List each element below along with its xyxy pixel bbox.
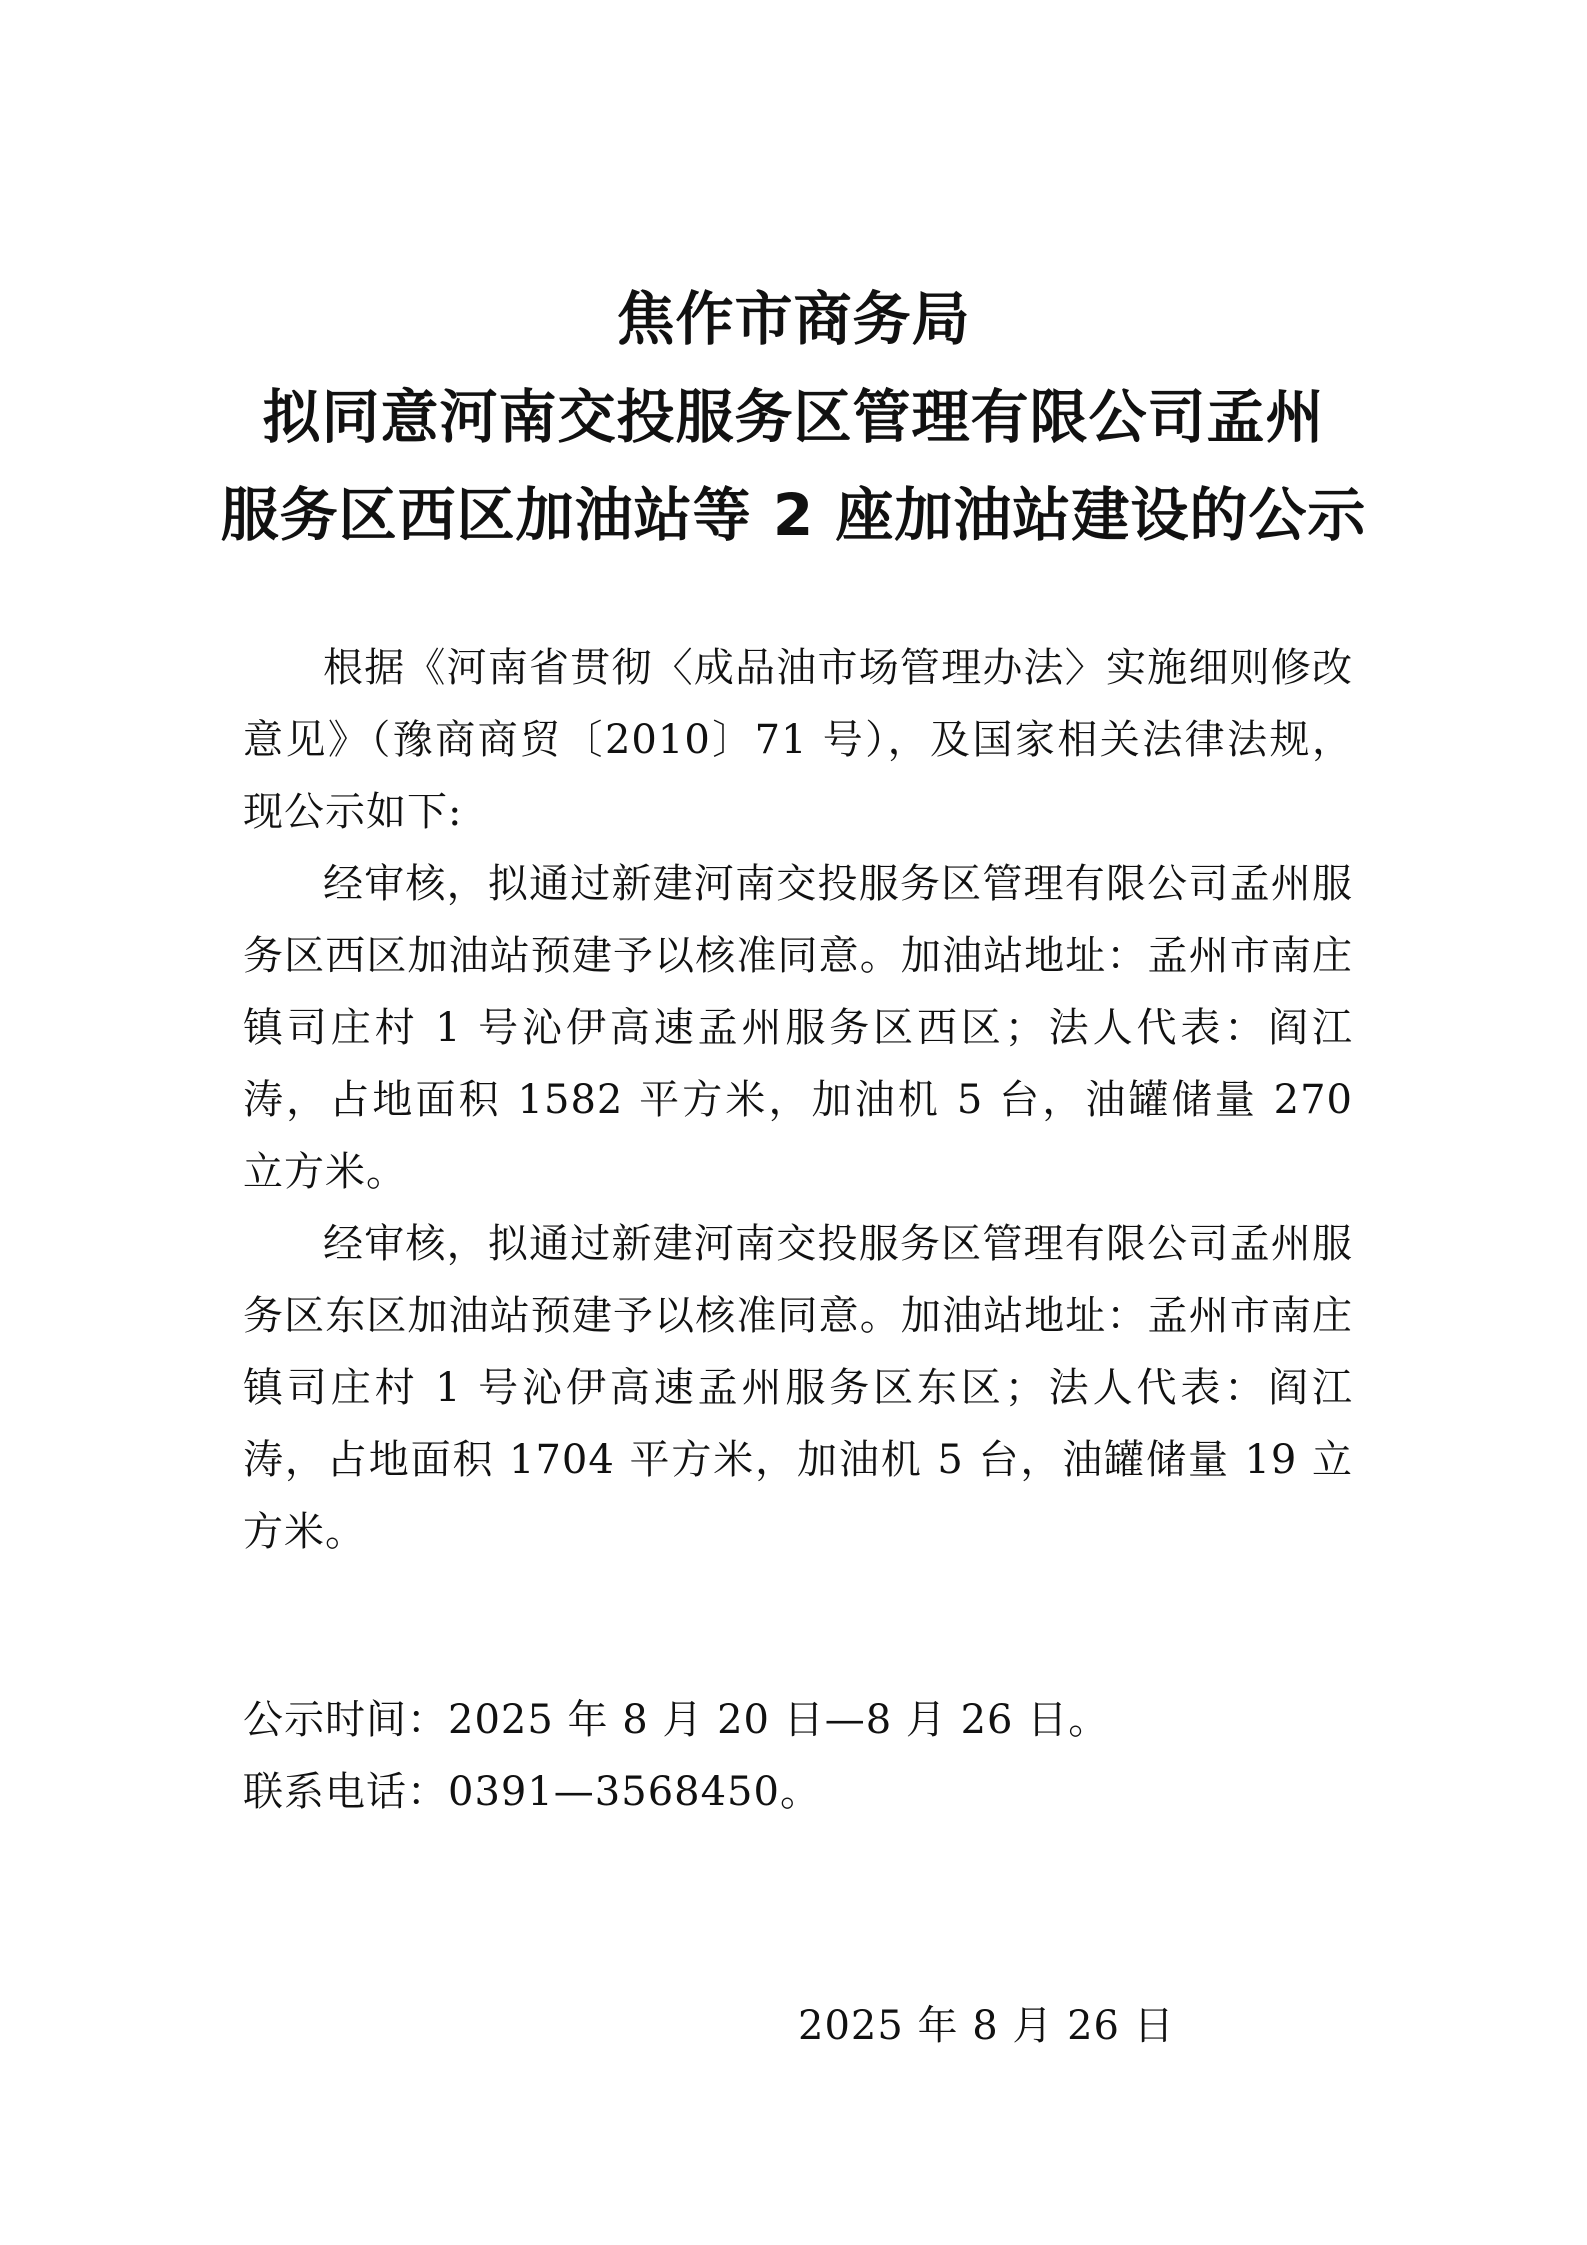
document-body <box>243 632 1353 1568</box>
notice-period: 公示时间：2025 年 8 月 20 日—8 月 26 日。 <box>243 1697 1110 1743</box>
paragraph-east-station: 经审核，拟通过新建河南交投服务区管理有限公司孟州服务区东区加油站预建予以核准同意。加油站地址：孟州市南庄镇司庄村 1 号沁伊高速孟州服务区东区；法人代表：阎江涛，占地面积 1704 平方米，加油机 5 台，油罐储量 19 立方米。 <box>243 1221 1353 1555</box>
paragraph-west-station: 经审核，拟通过新建河南交投服务区管理有限公司孟州服务区西区加油站预建予以核准同意。加油站地址：孟州市南庄镇司庄村 1 号沁伊高速孟州服务区西区；法人代表：阎江涛，占地面积 1582 平方米，加油机 5 台，油罐储量 270 立方米。 <box>243 861 1353 1195</box>
notice-info <box>243 1684 1353 1828</box>
issue-date: 2025 年 8 月 26 日 <box>798 2003 1175 2049</box>
title-line-issuer: 焦作市商务局 <box>616 285 971 353</box>
title-line-subject-2: 服务区西区加油站等 2 座加油站建设的公示 <box>220 481 1367 549</box>
contact-phone: 联系电话：0391—3568450。 <box>243 1769 821 1815</box>
title-line-subject-1: 拟同意河南交投服务区管理有限公司孟州 <box>262 383 1325 451</box>
paragraph-basis: 根据《河南省贯彻〈成品油市场管理办法〉实施细则修改意见》（豫商商贸〔2010〕71 号），及国家相关法律法规，现公示如下: <box>243 645 1353 835</box>
document-title <box>190 270 1397 564</box>
